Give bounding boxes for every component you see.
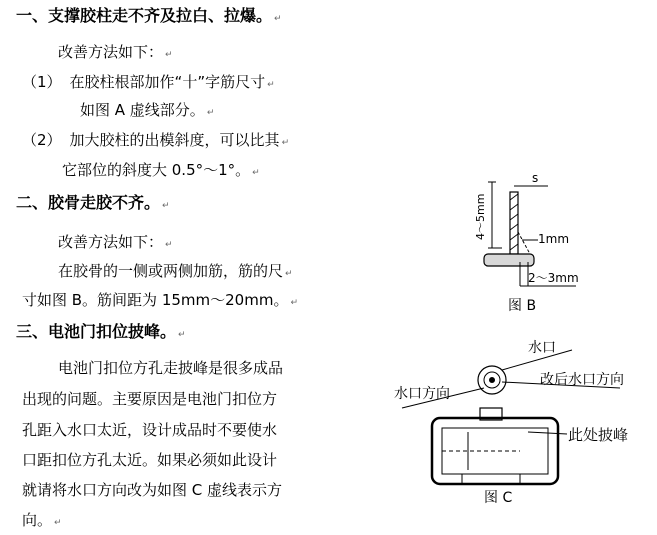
return-mark: ↵	[178, 330, 186, 340]
section-2-para-line-1: 在胶骨的一侧或两侧加筋，筋的尺 ↵	[58, 262, 293, 280]
section-3-para-line-1: 电池门扣位方孔走披峰是很多成品	[58, 359, 284, 377]
rib-thickness-label: 1mm	[538, 232, 570, 246]
return-mark: ↵	[290, 298, 298, 308]
section-1-heading: 一、支撑胶柱走不齐及拉白、拉爆。 ↵	[16, 6, 282, 25]
section-3-para-line-2: 出现的问题。主要原因是电池门扣位方	[22, 390, 278, 408]
return-mark: ↵	[281, 138, 290, 148]
item-number: （1）	[22, 73, 62, 91]
section-3-para-line-3: 孔距入水口太近，设计成品时不要使水	[22, 421, 278, 439]
figure-b-caption: 图 B	[508, 298, 537, 314]
return-mark: ↵	[274, 14, 282, 24]
section-1-item-2-line-2: 它部位的斜度大 0.5°～1°。 ↵	[62, 161, 260, 179]
gate-direction-label: 水口方向	[394, 386, 450, 402]
return-mark: ↵	[165, 240, 173, 250]
figure-c	[392, 334, 657, 534]
section-1-item-2-line-1: （2） 加大胶柱的出模斜度，可以比其 ↵	[22, 131, 290, 149]
flash-label: 此处披峰	[568, 426, 629, 444]
return-mark: ↵	[267, 80, 275, 90]
section-2-heading: 二、胶骨走胶不齐。 ↵	[16, 193, 170, 212]
section-1-item-1-line-2: 如图 A 虚线部分。 ↵	[80, 101, 215, 119]
section-3-para-line-4: 口距扣位方孔太近。如果必须如此设计	[22, 451, 278, 469]
gate-label: 水口	[528, 340, 556, 356]
section-3-para-line-5: 就请将水口方向改为如图 C 虚线表示方	[22, 481, 283, 499]
label-s: s	[532, 171, 539, 185]
item-number: （2）	[22, 131, 62, 149]
return-mark: ↵	[206, 108, 215, 118]
section-3-heading: 三、电池门扣位披峰。 ↵	[16, 322, 186, 341]
figure-c-caption: 图 C	[484, 490, 513, 506]
figure-b	[440, 170, 600, 320]
section-2-method-title: 改善方法如下： ↵	[58, 233, 173, 251]
base-plate	[484, 254, 534, 266]
rib-height-label: 4～5mm	[474, 193, 487, 240]
new-direction-label: 改后水口方向	[540, 372, 624, 388]
return-mark: ↵	[165, 50, 173, 60]
rib-spacing-label: 2～3mm	[528, 271, 579, 285]
return-mark: ↵	[54, 518, 62, 528]
section-1-method-title: 改善方法如下： ↵	[58, 43, 173, 61]
return-mark: ↵	[162, 201, 170, 211]
section-2-para-line-2: 寸如图 B。筋间距为 15mm～20mm。 ↵	[22, 291, 298, 309]
section-3-para-line-6: 向。 ↵	[22, 511, 62, 529]
return-mark: ↵	[252, 168, 260, 178]
return-mark: ↵	[285, 269, 293, 279]
section-1-item-1-line-1: （1） 在胶柱根部加作“十”字筋尺寸 ↵	[22, 73, 275, 91]
